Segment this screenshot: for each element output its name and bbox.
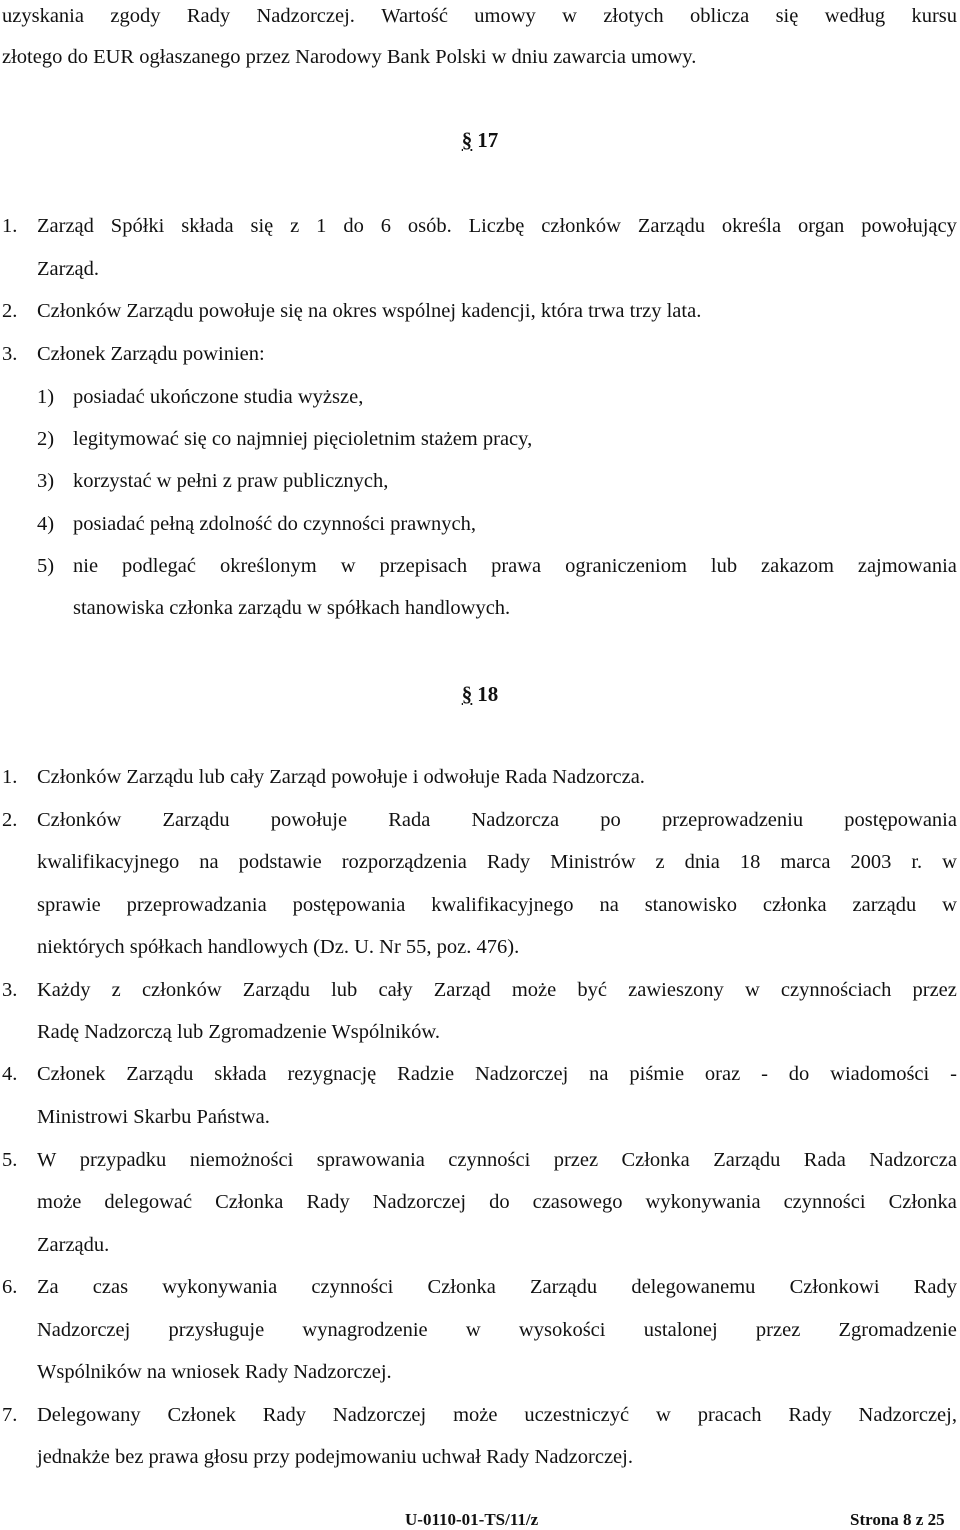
word: czynności: [311, 1276, 394, 1298]
word: w: [656, 1404, 671, 1426]
word: po: [600, 809, 621, 831]
word: uzyskania: [2, 5, 84, 27]
section-heading-18: [0, 684, 960, 705]
word: Rady: [913, 1276, 957, 1298]
word: Członków: [37, 809, 122, 831]
s17-p3-text: Członek Zarządu powinien:: [37, 343, 265, 365]
s17-p2-num: 2.: [2, 300, 18, 322]
word: zakazom: [761, 555, 834, 577]
word: rozporządzenia: [341, 851, 467, 873]
word: Zarządu: [162, 809, 230, 831]
word: może: [453, 1404, 498, 1426]
s17-item-4-num: 4): [37, 513, 55, 535]
s18-p7-line2: jednakże bez prawa głosu przy podejmowaniu uchwał Rady Nadzorczej.: [37, 1446, 633, 1468]
s18-p3-num: 3.: [2, 979, 18, 1001]
word: zawieszony: [628, 979, 724, 1001]
word: składa: [181, 215, 234, 237]
word: postępowania: [292, 894, 406, 916]
section-heading-17: [0, 130, 960, 151]
word: sprawie: [37, 894, 101, 916]
s17-item-3-num: 3): [37, 470, 55, 492]
word: Liczbę: [468, 215, 525, 237]
word: do: [788, 1063, 810, 1085]
s17-p3-num: 3.: [2, 343, 18, 365]
word: umowy: [474, 5, 536, 27]
word: Rady: [186, 5, 231, 27]
word: Rada: [388, 809, 431, 831]
intro-line-2: złotego do EUR ogłaszanego przez Narodowy Bank Polski w dniu zawarcia umowy.: [2, 46, 697, 68]
word: lub: [331, 979, 358, 1001]
word: wysokości: [518, 1319, 606, 1341]
word: w: [340, 555, 356, 577]
word: nie: [73, 555, 99, 577]
word: na: [589, 1063, 609, 1085]
word: Rady: [262, 1404, 306, 1426]
word: w: [465, 1319, 481, 1341]
s17-item-1-num: 1): [37, 386, 55, 408]
word: Nadzorczej,: [858, 1404, 957, 1426]
word: przeprowadzania: [126, 894, 267, 916]
word: 2003: [850, 851, 892, 873]
word: Nadzorczej: [37, 1319, 131, 1341]
word: Rady: [306, 1191, 350, 1213]
word: według: [824, 5, 886, 27]
s17-p1-line2: Zarząd.: [37, 258, 100, 280]
word: 1: [316, 215, 327, 237]
word: podlegać: [122, 555, 196, 577]
word: Członka: [888, 1191, 957, 1213]
word: piśmie: [629, 1063, 685, 1085]
word: Członek: [167, 1404, 236, 1426]
word: Zgromadzenie: [838, 1319, 957, 1341]
word: powołuje: [270, 809, 348, 831]
word: uczestniczyć: [524, 1404, 630, 1426]
footer-doc-code: U-0110-01-TS/11/z: [405, 1510, 539, 1529]
s18-p3-line1: [37, 980, 957, 1001]
word: być: [577, 979, 608, 1001]
word: zgody: [110, 5, 161, 27]
word: Zarząd: [37, 215, 94, 237]
word: osób.: [407, 215, 452, 237]
s17-p1-num: 1.: [2, 215, 18, 237]
word: wynagrodzenie: [302, 1319, 428, 1341]
word: Rada: [803, 1149, 846, 1171]
word: marca: [780, 851, 831, 873]
word: dnia: [684, 851, 720, 873]
word: Zarządu: [126, 1063, 194, 1085]
word: Członka: [427, 1276, 496, 1298]
s17-item-4-text: posiadać pełną zdolność do czynności prawnych,: [73, 513, 477, 535]
s18-p6-line2: [37, 1320, 957, 1341]
s18-p2-line4: niektórych spółkach handlowych (Dz. U. Nr 55, poz. 476).: [37, 936, 520, 958]
word: wiadomości: [830, 1063, 930, 1085]
s18-p1-num: 1.: [2, 766, 18, 788]
word: członków: [141, 979, 222, 1001]
word: Zarządu: [713, 1149, 781, 1171]
word: Członka: [621, 1149, 690, 1171]
s18-p5-num: 5.: [2, 1149, 18, 1171]
word: Za: [37, 1276, 59, 1298]
word: Każdy: [37, 979, 91, 1001]
word: prawa: [491, 555, 542, 577]
word: może: [37, 1191, 82, 1213]
word: czas: [92, 1276, 129, 1298]
word: Członek: [37, 1063, 106, 1085]
word: przez: [755, 1319, 801, 1341]
section-symbol: §: [461, 128, 473, 152]
word: w: [562, 5, 577, 27]
word: rezygnację: [287, 1063, 377, 1085]
word: -: [761, 1063, 768, 1085]
word: na: [599, 894, 619, 916]
word: Wartość: [381, 5, 448, 27]
s17-item-5-num: 5): [37, 555, 55, 577]
word: Nadzorczej: [332, 1404, 427, 1426]
word: na: [199, 851, 219, 873]
word: składa: [214, 1063, 267, 1085]
s18-p4-num: 4.: [2, 1063, 18, 1085]
word: w: [942, 894, 957, 916]
word: Radzie: [397, 1063, 455, 1085]
s17-item-5-cont: stanowiska członka zarządu w spółkach handlowych.: [73, 597, 511, 619]
word: powołujący: [861, 215, 957, 237]
word: stanowisko: [644, 894, 737, 916]
word: niemożności: [189, 1149, 294, 1171]
section-number: 18: [477, 682, 499, 706]
word: w: [942, 851, 957, 873]
s18-p5-line1: [37, 1150, 957, 1171]
word: delegowanemu: [631, 1276, 756, 1298]
s18-p1-text: Członków Zarządu lub cały Zarząd powołuje i odwołuje Rada Nadzorcza.: [37, 766, 645, 788]
word: cały: [378, 979, 413, 1001]
section-number: 17: [477, 128, 499, 152]
word: w: [744, 979, 760, 1001]
word: ograniczeniom: [565, 555, 687, 577]
word: czynności: [783, 1191, 866, 1213]
word: czynności: [448, 1149, 531, 1171]
word: Nadzorcza: [471, 809, 560, 831]
s18-p6-line3: Wspólników na wniosek Rady Nadzorczej.: [37, 1361, 392, 1383]
s18-p5-line3: Zarządu.: [37, 1234, 110, 1256]
s18-p7-num: 7.: [2, 1404, 18, 1426]
s18-p2-line2: [37, 852, 957, 873]
word: Nadzorcza: [869, 1149, 957, 1171]
word: podstawie: [238, 851, 322, 873]
s18-p2-num: 2.: [2, 809, 18, 831]
word: Członka: [215, 1191, 284, 1213]
s18-p2-line3: [37, 895, 957, 916]
s18-p6-num: 6.: [2, 1276, 18, 1298]
word: może: [511, 979, 557, 1001]
word: przeprowadzeniu: [661, 809, 804, 831]
s17-item-3-text: korzystać w pełni z praw publicznych,: [73, 470, 389, 492]
word: sprawowania: [316, 1149, 425, 1171]
word: zarządu: [852, 894, 917, 916]
word: przez: [912, 979, 957, 1001]
s18-p4-line2: Ministrowi Skarbu Państwa.: [37, 1106, 270, 1128]
word: do: [489, 1191, 510, 1213]
word: organ: [797, 215, 845, 237]
word: Nadzorczej: [372, 1191, 467, 1213]
section-symbol: §: [461, 682, 473, 706]
word: 18: [739, 851, 761, 873]
word: lub: [710, 555, 738, 577]
word: z: [290, 215, 300, 237]
word: Rady: [486, 851, 531, 873]
word: Członkowi: [789, 1276, 880, 1298]
word: członka: [762, 894, 827, 916]
word: kursu: [911, 5, 957, 27]
word: wykonywania: [162, 1276, 278, 1298]
s18-p6-line1: [37, 1277, 957, 1298]
word: przepisach: [379, 555, 468, 577]
word: określonym: [219, 555, 317, 577]
s17-item-2-num: 2): [37, 428, 55, 450]
word: wykonywania: [645, 1191, 761, 1213]
word: przysługuje: [168, 1319, 265, 1341]
word: określa: [721, 215, 782, 237]
s17-p2-text: Członków Zarządu powołuje się na okres wspólnej kadencji, która trwa trzy lata.: [37, 300, 702, 322]
word: Nadzorczej: [474, 1063, 569, 1085]
word: -: [950, 1063, 957, 1085]
s17-item-2-text: legitymować się co najmniej pięcioletnim stażem pracy,: [73, 428, 533, 450]
word: r.: [911, 851, 923, 873]
word: 6: [380, 215, 391, 237]
word: Ministrów: [550, 851, 636, 873]
word: kwalifikacyjnego: [431, 894, 574, 916]
s17-item-1-text: posiadać ukończone studia wyższe,: [73, 386, 364, 408]
word: się: [250, 215, 274, 237]
s18-p3-line2: Radę Nadzorczą lub Zgromadzenie Wspólników.: [37, 1021, 441, 1043]
word: przypadku: [79, 1149, 167, 1171]
word: zajmowania: [857, 555, 957, 577]
word: Zarządu: [242, 979, 310, 1001]
word: kwalifikacyjnego: [37, 851, 180, 873]
word: Spółki: [110, 215, 165, 237]
word: do: [343, 215, 364, 237]
word: czasowego: [532, 1191, 623, 1213]
word: czynnościach: [780, 979, 892, 1001]
s17-p1-line1: [37, 216, 957, 237]
word: członków: [541, 215, 621, 237]
word: delegować: [104, 1191, 193, 1213]
word: Nadzorczej.: [256, 5, 355, 27]
word: Delegowany: [37, 1404, 141, 1426]
word: oblicza: [690, 5, 750, 27]
s17-item-5-text: [73, 556, 957, 577]
word: ustalonej: [643, 1319, 718, 1341]
intro-line-1: [2, 6, 957, 27]
word: Rady: [788, 1404, 832, 1426]
word: z: [655, 851, 665, 873]
word: Zarządu: [637, 215, 705, 237]
s18-p2-line1: [37, 810, 957, 831]
word: złotych: [603, 5, 664, 27]
word: Zarząd: [433, 979, 491, 1001]
word: pracach: [697, 1404, 762, 1426]
word: oraz: [704, 1063, 741, 1085]
word: przez: [553, 1149, 599, 1171]
word: Zarządu: [530, 1276, 598, 1298]
word: postępowania: [844, 809, 957, 831]
word: W: [37, 1149, 57, 1171]
word: się: [775, 5, 799, 27]
s18-p4-line1: [37, 1064, 957, 1085]
word: z: [111, 979, 121, 1001]
s18-p5-line2: [37, 1192, 957, 1213]
s18-p7-line1: [37, 1405, 957, 1426]
footer-page-number: Strona 8 z 25: [850, 1510, 945, 1529]
